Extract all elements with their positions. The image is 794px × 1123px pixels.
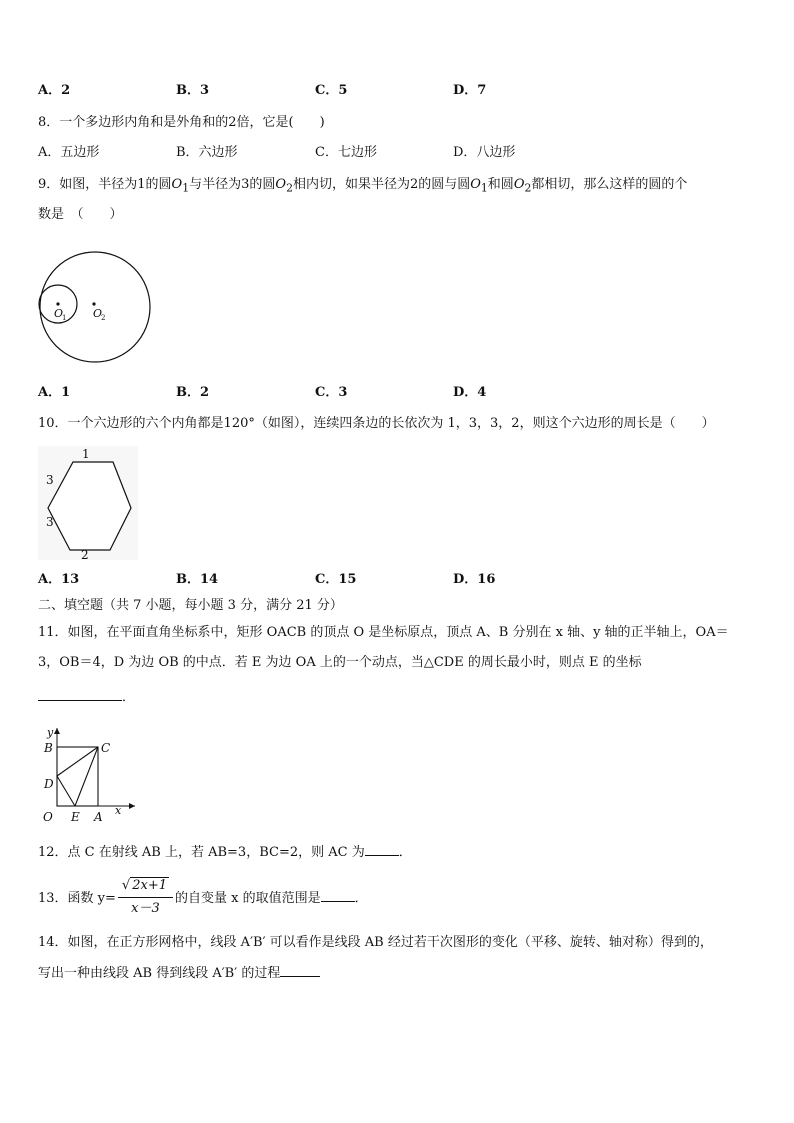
q12-answer-blank[interactable] (365, 843, 399, 856)
q10-text: 10．一个六边形的六个内角都是120°（如图），连续四条边的长依次为 1，3，3，2，则这个六边形的周长是（ ） (38, 416, 715, 431)
q9-o1-sub: 1 (480, 181, 488, 195)
q9-text-line2: 数是 （ ） (38, 207, 123, 222)
q11-text-line2: 3，OB＝4，D 为边 OB 的中点．若 E 为边 OA 上的一个动点，当△CDE 的周长最小时，则点 E 的坐标 (38, 655, 642, 670)
segment-ec (75, 747, 98, 806)
q9-o1: O (470, 177, 481, 192)
q13-denominator: x－3 (131, 901, 160, 916)
hex-label-lower-left: 3 (46, 515, 54, 529)
q9-o2: O (275, 177, 287, 192)
q9-o1-sub: 1 (182, 181, 190, 195)
rectangle-oacb (57, 747, 98, 806)
q12-end-mark: ． (398, 845, 412, 860)
q11-answer-line (38, 688, 135, 707)
label-a: A (94, 810, 103, 824)
label-o: O (43, 810, 53, 824)
center-o2-dot (92, 302, 95, 305)
q13-end-mark: ． (354, 891, 368, 906)
q8-option-d: D．八边形 (453, 145, 516, 160)
q9-option-b: B．2 (176, 385, 210, 400)
q9-o2: O (513, 177, 525, 192)
q13-answer-blank[interactable] (321, 889, 355, 902)
q10-option-d: D．16 (453, 572, 496, 587)
hex-label-bottom: 2 (81, 548, 89, 560)
q8-text: 8．一个多边形内角和是外角和的2倍，它是( ) (38, 115, 325, 130)
q9-text (38, 176, 687, 198)
q9-o1: O (171, 177, 183, 192)
hex-label-top: 1 (82, 447, 90, 461)
q11-text-line1: 11．如图，在平面直角坐标系中，矩形 OACB 的顶点 O 是坐标原点，顶点 A、B 分别在 x 轴、y 轴的正半轴上，OA＝ (38, 625, 729, 640)
q14-answer-blank[interactable] (280, 964, 320, 977)
label-d: D (44, 777, 54, 791)
q10-option-a: A．13 (38, 572, 80, 587)
q9-circles-figure (30, 242, 160, 372)
label-x: x (115, 804, 122, 817)
q9-text-part: 与半径为3的圆 (189, 177, 276, 192)
q9-option-d: D．4 (453, 385, 487, 400)
q9-text-part: 都相切，那么这样的圆的个 (531, 177, 688, 192)
q13-fraction (118, 877, 173, 918)
q8-option-a: A．五边形 (38, 145, 100, 160)
hex-label-upper-left: 3 (46, 473, 54, 487)
q8-option-c: C．七边形 (315, 145, 377, 160)
q7-option-d: D．7 (453, 83, 487, 98)
q14-text-part: 写出一种由线段 AB 得到线段 A′B′ 的过程 (38, 966, 281, 981)
q9-o2-sub: 2 (524, 181, 532, 195)
label-b: B (44, 741, 53, 755)
q9-text-part: 和圆 (487, 177, 514, 192)
q13-text-part: 13．函数 y= (38, 891, 116, 906)
q11-end-mark: ． (122, 690, 136, 705)
label-o1: O (54, 307, 64, 320)
label-e: E (71, 810, 80, 824)
x-axis-arrow (129, 803, 135, 809)
label-c: C (101, 741, 111, 755)
q9-text-part: 9．如图，半径为1的圆 (38, 177, 172, 192)
q11-answer-blank[interactable] (38, 688, 122, 701)
q9-text-part: 相内切，如果半径为2的圆与圆 (292, 177, 471, 192)
center-o1-dot (56, 302, 59, 305)
label-o2: O (93, 307, 103, 320)
q12-text-part: 12．点 C 在射线 AB 上，若 AB=3，BC=2，则 AC 为 (38, 845, 365, 860)
q14-text-line2 (38, 964, 320, 983)
q9-option-c: C．3 (315, 385, 348, 400)
q14-text-line1: 14．如图，在正方形网格中，线段 A′B′ 可以看作是线段 AB 经过若干次图形的变化（平移、旋转、轴对称）得到的， (38, 935, 713, 950)
q8-option-b: B．六边形 (176, 145, 238, 160)
label-o1-sub: 1 (62, 314, 67, 322)
q10-hexagon-figure (38, 446, 138, 560)
q7-option-b: B．3 (176, 83, 210, 98)
q13-numerator: √ 2x+1 (118, 877, 173, 898)
segment-de (57, 776, 75, 806)
q7-option-a: A．2 (38, 83, 71, 98)
q7-option-c: C．5 (315, 83, 348, 98)
q13-text-part: 的自变量 x 的取值范围是 (175, 891, 321, 906)
q10-option-c: C．15 (315, 572, 357, 587)
q13-text (38, 878, 368, 919)
q12-text (38, 843, 412, 862)
q11-coordinate-figure (40, 722, 140, 824)
y-axis-arrow (54, 728, 60, 734)
q9-option-a: A．1 (38, 385, 71, 400)
q9-o2-sub: 2 (286, 181, 293, 195)
label-y: y (47, 726, 54, 739)
label-o2-sub: 2 (101, 314, 106, 322)
section-2-title: 二、填空题（共 7 小题，每小题 3 分，满分 21 分） (38, 598, 343, 613)
q13-radicand: 2x+1 (132, 878, 167, 893)
q10-option-b: B．14 (176, 572, 219, 587)
